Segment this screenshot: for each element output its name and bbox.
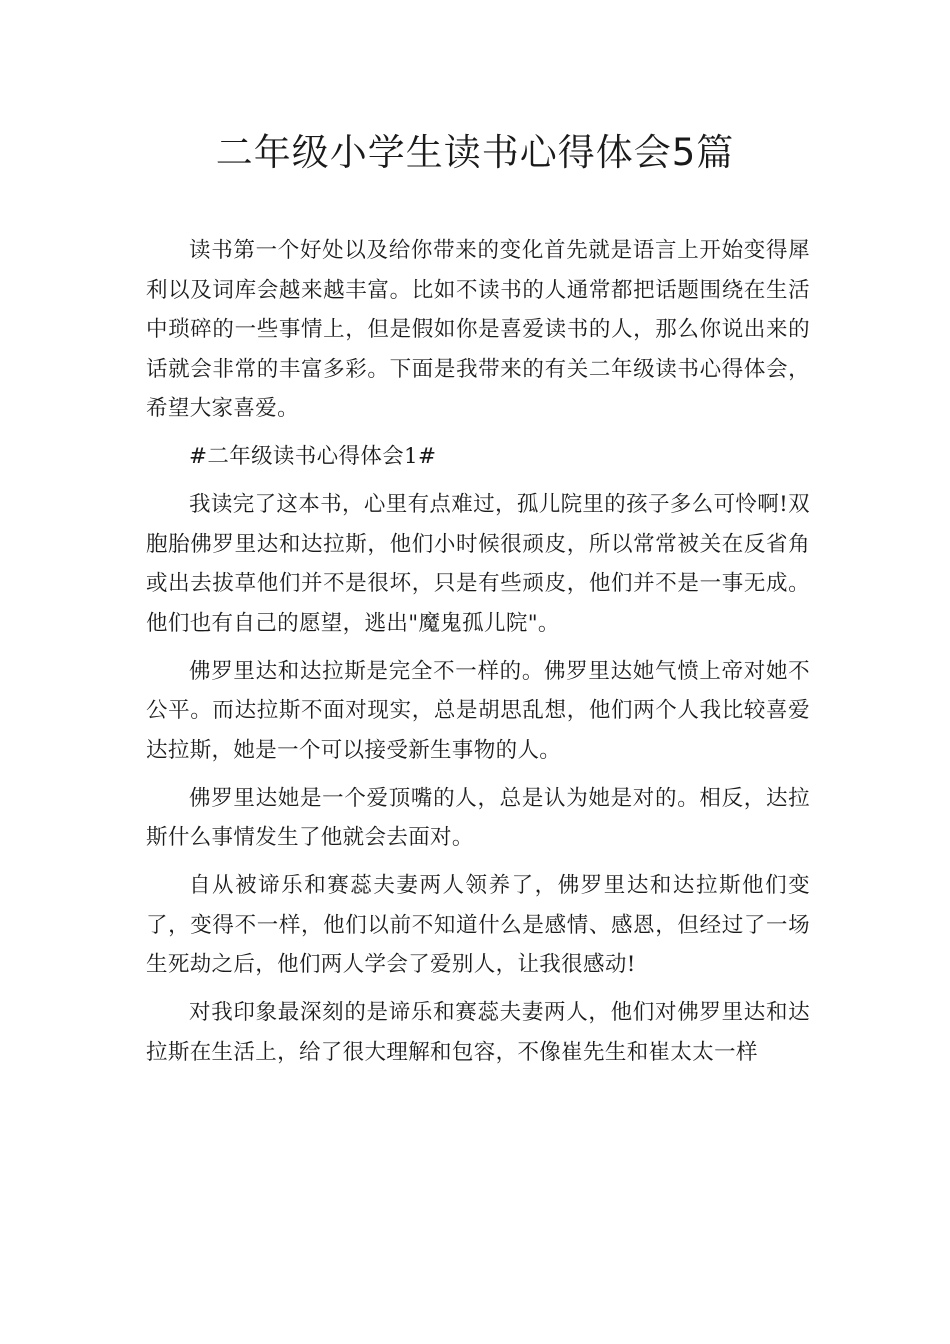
document-body	[146, 231, 810, 1081]
paragraph-5: 对我印象最深刻的是谛乐和赛蕊夫妻两人，他们对佛罗里达和达拉斯在生活上，给了很大理解和包容，不像崔先生和崔太太一样	[146, 1000, 810, 1065]
paragraph-3: 佛罗里达她是一个爱顶嘴的人，总是认为她是对的。相反，达拉斯什么事情发生了他就会去面对。	[146, 785, 810, 850]
document-title: 二年级小学生读书心得体会5篇	[215, 131, 735, 174]
paragraph-1: 我读完了这本书，心里有点难过，孤儿院里的孩子多么可怜啊!双胞胎佛罗里达和达拉斯，他们小时候很顽皮，所以常常被关在反省角或出去拔草他们并不是很坏，只是有些顽皮，他们并不是一事无成。他们也有自己的愿望，逃出"魔鬼孤儿院"。	[146, 492, 810, 636]
section-heading-1: #二年级读书心得体会1#	[189, 444, 437, 469]
paragraph-intro: 读书第一个好处以及给你带来的变化首先就是语言上开始变得犀利以及词库会越来越丰富。比如不读书的人通常都把话题围绕在生活中琐碎的一些事情上，但是假如你是喜爱读书的人，那么你说出来的话就会非常的丰富多彩。下面是我带来的有关二年级读书心得体会，希望大家喜爱。	[146, 238, 810, 421]
paragraph-2: 佛罗里达和达拉斯是完全不一样的。佛罗里达她气愤上帝对她不公平。而达拉斯不面对现实，总是胡思乱想，他们两个人我比较喜爱达拉斯，她是一个可以接受新生事物的人。	[146, 658, 810, 763]
paragraph-4: 自从被谛乐和赛蕊夫妻两人领养了，佛罗里达和达拉斯他们变了，变得不一样，他们以前不知道什么是感情、感恩，但经过了一场生死劫之后，他们两人学会了爱别人，让我很感动!	[146, 873, 810, 977]
